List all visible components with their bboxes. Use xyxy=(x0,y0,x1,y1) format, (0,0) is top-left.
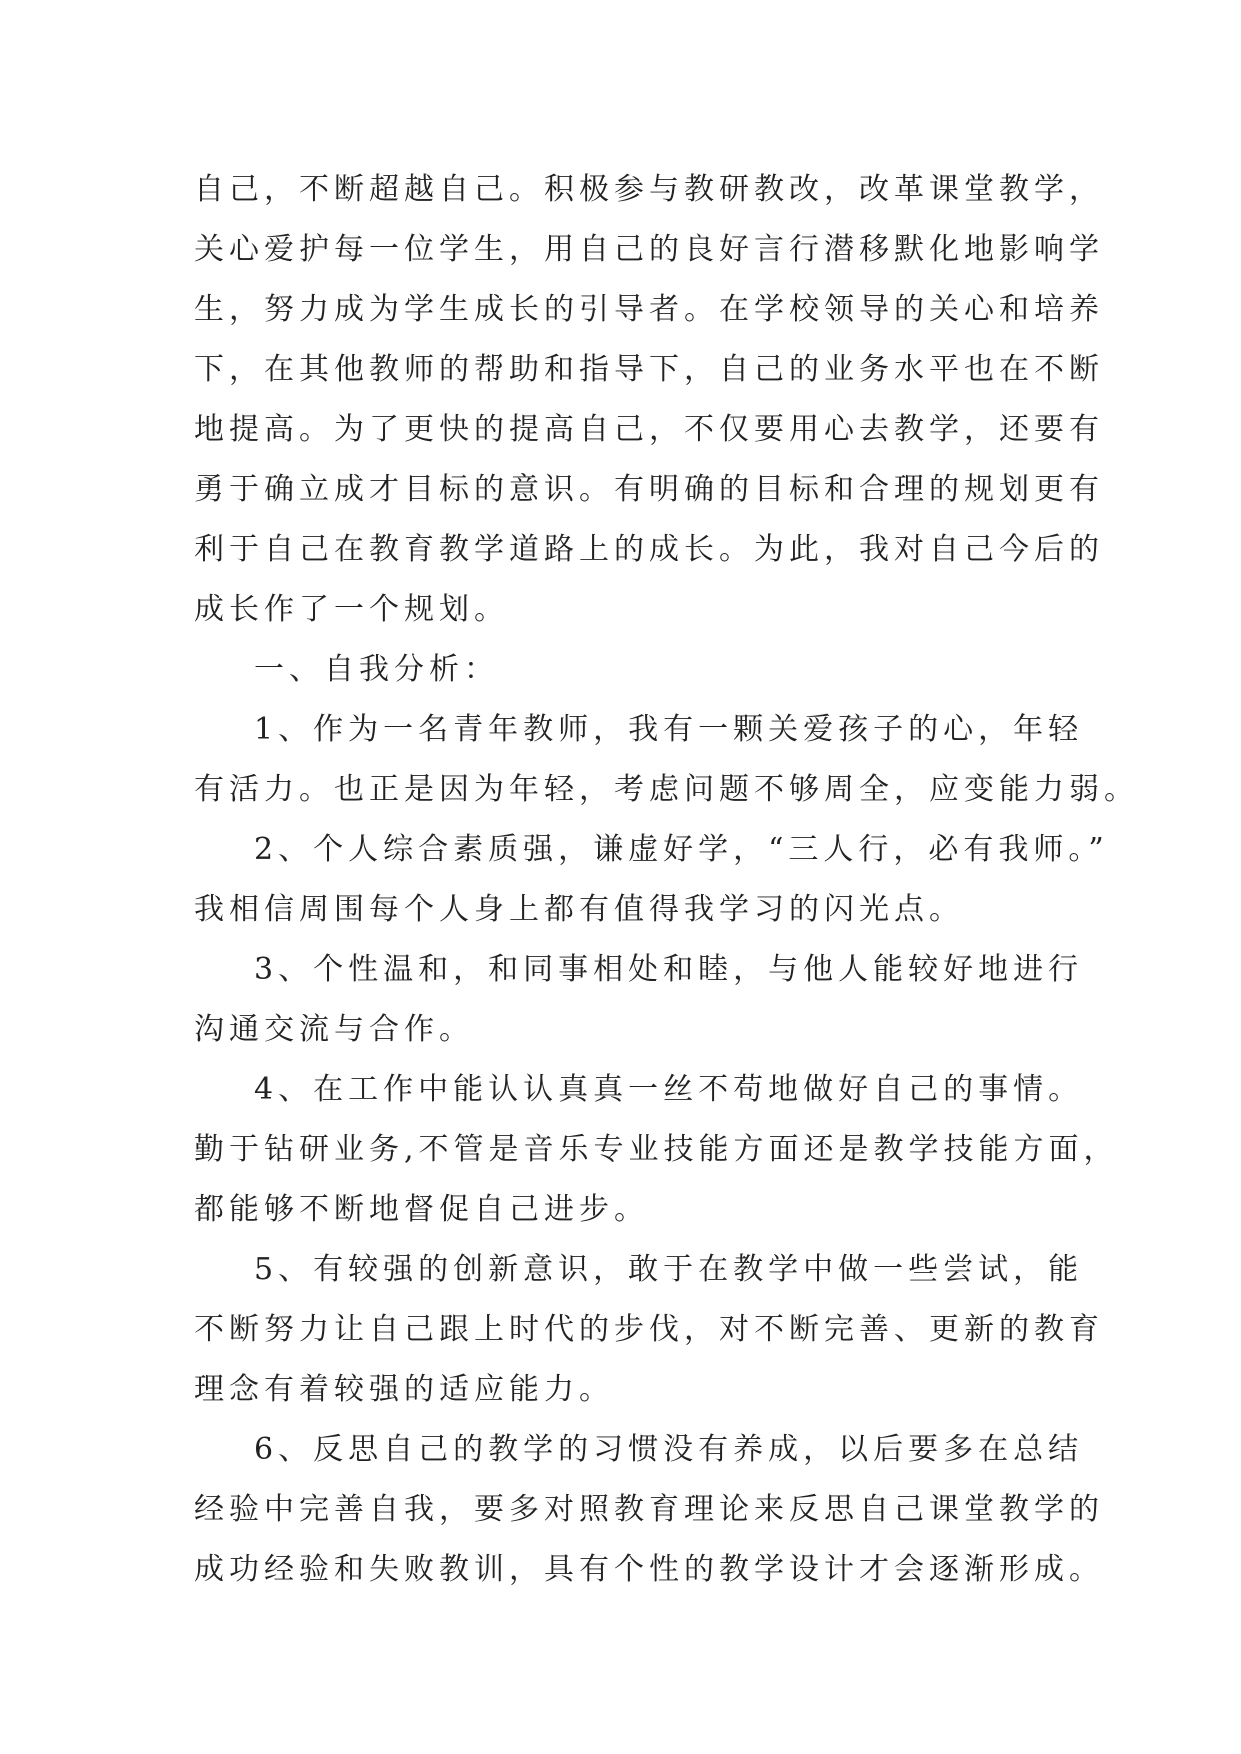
text-line: 3、个性温和，和同事相处和睦，与他人能较好地进行 xyxy=(254,952,1084,987)
text-line: 有活力。也正是因为年轻，考虑问题不够周全，应变能力弱。 xyxy=(194,772,1139,807)
text-line: 勤于钻研业务,不管是音乐专业技能方面还是教学技能方面， xyxy=(194,1132,1119,1167)
text-line: 勇于确立成才目标的意识。有明确的目标和合理的规划更有 xyxy=(194,472,1104,507)
text-line: 地提高。为了更快的提高自己，不仅要用心去教学，还要有 xyxy=(194,412,1104,447)
text-line: 5、有较强的创新意识，敢于在教学中做一些尝试，能 xyxy=(254,1252,1084,1287)
section-heading: 一、自我分析： xyxy=(254,652,499,687)
text-line: 利于自己在教育教学道路上的成长。为此，我对自己今后的 xyxy=(194,532,1104,567)
text-line: 经验中完善自我，要多对照教育理论来反思自己课堂教学的 xyxy=(194,1492,1104,1527)
text-line: 理念有着较强的适应能力。 xyxy=(194,1372,614,1407)
text-line: 6、反思自己的教学的习惯没有养成，以后要多在总结 xyxy=(254,1432,1084,1467)
text-line: 1、作为一名青年教师，我有一颗关爱孩子的心，年轻 xyxy=(254,712,1084,747)
text-line: 成长作了一个规划。 xyxy=(194,592,509,627)
text-line: 关心爱护每一位学生，用自己的良好言行潜移默化地影响学 xyxy=(194,232,1104,267)
text-line: 我相信周围每个人身上都有值得我学习的闪光点。 xyxy=(194,892,964,927)
text-line: 2、个人综合素质强，谦虚好学，“三人行，必有我师。” xyxy=(254,832,1109,867)
text-line: 沟通交流与合作。 xyxy=(194,1012,474,1047)
text-line: 不断努力让自己跟上时代的步伐，对不断完善、更新的教育 xyxy=(194,1312,1104,1347)
text-line: 都能够不断地督促自己进步。 xyxy=(194,1192,649,1227)
text-line: 自己，不断超越自己。积极参与教研教改，改革课堂教学， xyxy=(194,172,1104,207)
text-line: 下，在其他教师的帮助和指导下，自己的业务水平也在不断 xyxy=(194,352,1104,387)
text-line: 成功经验和失败教训，具有个性的教学设计才会逐渐形成。 xyxy=(194,1552,1104,1587)
document-body xyxy=(194,160,1139,1600)
text-line: 生，努力成为学生成长的引导者。在学校领导的关心和培养 xyxy=(194,292,1104,327)
text-line: 4、在工作中能认认真真一丝不苟地做好自己的事情。 xyxy=(254,1072,1084,1107)
